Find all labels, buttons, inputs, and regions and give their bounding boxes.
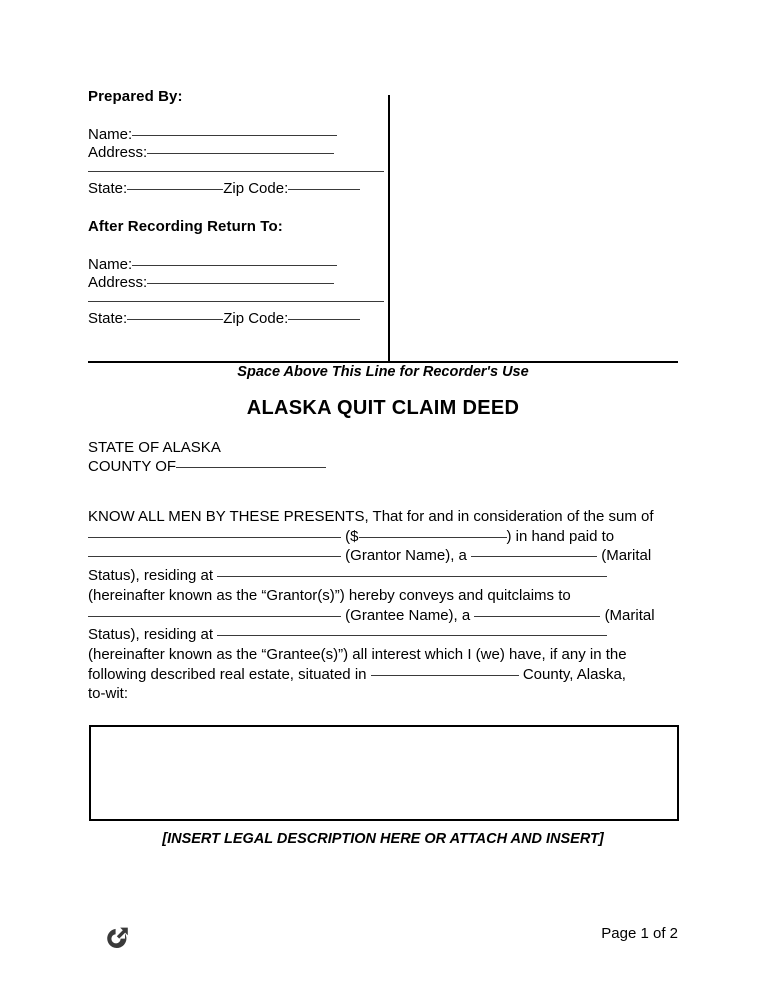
prepared-by-address-input[interactable] (147, 153, 334, 154)
prepared-by-name-label: Name: (88, 126, 133, 143)
county-of-row (88, 457, 678, 476)
dollar-open-paren: ($ (345, 527, 359, 545)
consideration-amount-input[interactable] (359, 537, 507, 538)
state-of-alaska-line: STATE OF ALASKA (88, 439, 221, 456)
return-to-name-row (88, 256, 384, 274)
legal-description-caption: [INSERT LEGAL DESCRIPTION HERE OR ATTACH AND INSERT] (162, 831, 604, 847)
body-line-6 (88, 606, 683, 626)
return-to-zip-input[interactable] (288, 319, 360, 320)
situated-in-label: following described real estate, situated in (88, 665, 367, 683)
grantee-residence-input[interactable] (217, 635, 607, 636)
external-link-circle-logo-icon (101, 921, 135, 955)
after-recording-return-to-heading: After Recording Return To: (88, 218, 283, 235)
grantor-name-input[interactable] (88, 556, 341, 557)
return-to-state-zip-row (88, 310, 384, 328)
grantee-marital-status-input[interactable] (474, 616, 600, 617)
prepared-by-name-row (88, 126, 384, 144)
venue-block (88, 438, 678, 476)
grantor-marital-label: (Marital (601, 547, 652, 565)
body-line-9 (88, 665, 683, 685)
recorder-vertical-divider (388, 95, 390, 363)
return-to-address-line2-row (88, 292, 384, 310)
grantor-residing-label: Status), residing at (88, 567, 214, 585)
recorder-block (88, 88, 678, 363)
page-title: ALASKA QUIT CLAIM DEED (246, 397, 520, 419)
prepared-by-address-label: Address: (88, 144, 148, 161)
prepared-by-address-row (88, 144, 384, 162)
prepared-by-state-input[interactable] (127, 189, 223, 190)
legal-description-textarea[interactable] (89, 725, 679, 821)
prepared-by-address-line2-row (88, 162, 384, 180)
body-line-8: (hereinafter known as the “Grantee(s)”) all interest which I (we) have, if any in the (88, 645, 627, 663)
grantor-residence-input[interactable] (217, 576, 607, 577)
consideration-words-input[interactable] (88, 537, 341, 538)
return-to-address-line2-input[interactable] (88, 301, 384, 302)
return-to-name-label: Name: (88, 256, 133, 273)
prepared-by-zip-input[interactable] (288, 189, 360, 190)
recorder-horizontal-rule (88, 361, 678, 363)
body-line-7 (88, 625, 683, 645)
grantor-name-label: (Grantor Name), a (345, 547, 467, 565)
body-line-1: KNOW ALL MEN BY THESE PRESENTS, That for and in consideration of the sum of (88, 508, 654, 525)
return-to-zip-label: Zip Code: (223, 310, 289, 327)
county-alaska-label: County, Alaska, (522, 665, 626, 683)
return-to-address-row (88, 274, 384, 292)
county-of-input[interactable] (176, 467, 326, 468)
property-county-input[interactable] (371, 675, 519, 676)
recorder-use-caption: Space Above This Line for Recorder's Use (237, 364, 529, 380)
return-to-state-input[interactable] (127, 319, 223, 320)
grantee-residing-label: Status), residing at (88, 626, 214, 644)
prepared-by-name-input[interactable] (132, 135, 337, 136)
body-line-2 (88, 527, 683, 547)
body-line-10: to-wit: (88, 685, 129, 703)
prepared-by-state-label: State: (88, 180, 128, 197)
return-to-address-label: Address: (88, 274, 148, 291)
grantee-name-input[interactable] (88, 616, 341, 617)
deed-body-paragraph (88, 507, 683, 704)
prepared-by-address-line2-input[interactable] (88, 171, 384, 172)
recorder-left-column (88, 88, 384, 328)
grantor-marital-status-input[interactable] (471, 556, 597, 557)
body-line-3 (88, 546, 683, 566)
prepared-by-state-zip-row (88, 180, 384, 198)
body-line-4 (88, 566, 683, 586)
return-to-name-input[interactable] (132, 265, 337, 266)
return-to-state-label: State: (88, 310, 128, 327)
prepared-by-heading: Prepared By: (88, 88, 183, 105)
prepared-by-zip-label: Zip Code: (223, 180, 289, 197)
grantee-marital-label: (Marital (604, 606, 655, 624)
county-of-label: COUNTY OF (88, 458, 177, 475)
return-to-address-input[interactable] (147, 283, 334, 284)
in-hand-paid-to-text: ) in hand paid to (506, 527, 615, 545)
page-indicator: Page 1 of 2 (601, 925, 678, 942)
grantee-name-label: (Grantee Name), a (345, 606, 471, 624)
body-line-5: (hereinafter known as the “Grantor(s)”) hereby conveys and quitclaims to (88, 586, 571, 604)
